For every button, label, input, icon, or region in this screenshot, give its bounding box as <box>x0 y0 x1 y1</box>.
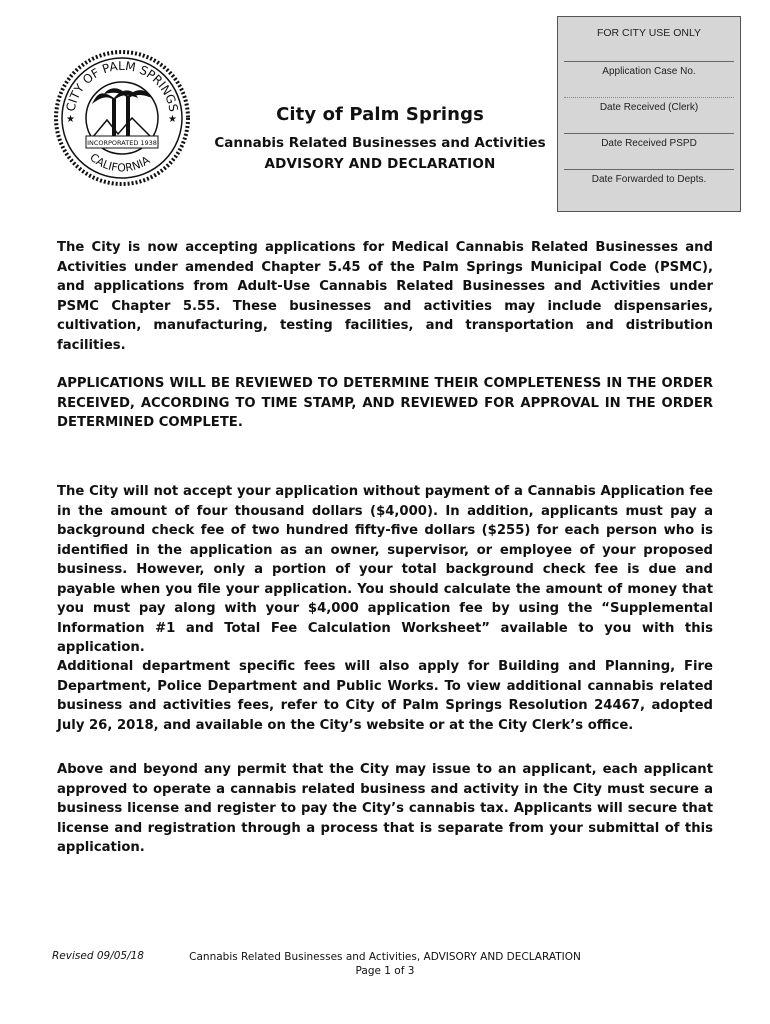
page-number: Page 1 of 3 <box>355 965 415 977</box>
svg-text:CITY OF PALM SPRINGS: CITY OF PALM SPRINGS <box>63 58 181 113</box>
svg-text:★: ★ <box>168 114 177 125</box>
svg-text:CALIFORNIA: CALIFORNIA <box>87 150 153 175</box>
paragraph-intro: The City is now accepting applications for Medical Cannabis Related Businesses and Activities under amended Chapter 5.45 of the Palm Springs Municipal Code (PSMC), and applications from Adult-Use Cannabis Related Businesses and Activities under PSMC Chapter 5.55. These businesses and activities may include dispensaries, cultivation, manufacturing, testing facilities, and transportation and distribution facilities. <box>57 240 713 353</box>
city-use-only-box <box>557 16 741 212</box>
date-received-pspd-field[interactable]: Date Received PSPD <box>564 133 734 149</box>
footer-doc-title: Cannabis Related Businesses and Activities, ADVISORY AND DECLARATION <box>189 951 581 963</box>
paragraph-additional-fees: Additional department specific fees will also apply for Building and Planning, Fire Department, Police Department and Public Works. To view additional cannabis related business and activities fees, refer to City of Palm Springs Resolution 24467, adopted July 26, 2018, and available on the City’s website or at the City Clerk’s office. <box>57 659 713 733</box>
application-case-no-field[interactable]: Application Case No. <box>564 61 734 77</box>
page-title: City of Palm Springs <box>276 104 484 125</box>
page-subtitle: Cannabis Related Businesses and Activities <box>214 135 546 151</box>
page-subtitle-2: ADVISORY AND DECLARATION <box>264 156 496 172</box>
city-seal-logo <box>52 38 192 198</box>
paragraph-review-notice: APPLICATIONS WILL BE REVIEWED TO DETERMINE THEIR COMPLETENESS IN THE ORDER RECEIVED, ACCORDING TO TIME STAMP, AND REVIEWED FOR APPROVAL IN THE ORDER DETERMINED COMPLETE. <box>57 376 713 430</box>
svg-text:INCORPORATED 1938: INCORPORATED 1938 <box>87 139 157 147</box>
svg-text:★: ★ <box>66 114 75 125</box>
city-use-heading: FOR CITY USE ONLY <box>596 27 702 39</box>
title-block <box>210 104 550 172</box>
revised-date: Revised 09/05/18 <box>52 950 144 962</box>
paragraph-fees: The City will not accept your application without payment of a Cannabis Application fee in the amount of four thousand dollars ($4,000). In addition, applicants must pay a background check fee of two hundred fifty-five dollars ($255) for each person who is identified in the application as an owner, supervisor, or employee of your proposed business. However, only a portion of your total background check fee is due and payable when you file your application. You should calculate the amount of money that you must pay along with your $4,000 application fee by using the “Supplemental Information #1 and Total Fee Calculation Worksheet” available to you with this application. <box>57 484 713 655</box>
paragraph-business-license: Above and beyond any permit that the City may issue to an applicant, each applicant approved to operate a cannabis related business and activity in the City must secure a business license and register to pay the City’s cannabis tax. Applicants will secure that license and registration through a process that is separate from your submittal of this application. <box>57 762 713 855</box>
date-received-clerk-field[interactable]: Date Received (Clerk) <box>564 97 734 113</box>
date-forwarded-field[interactable]: Date Forwarded to Depts. <box>564 169 734 185</box>
footer-center <box>180 950 590 978</box>
